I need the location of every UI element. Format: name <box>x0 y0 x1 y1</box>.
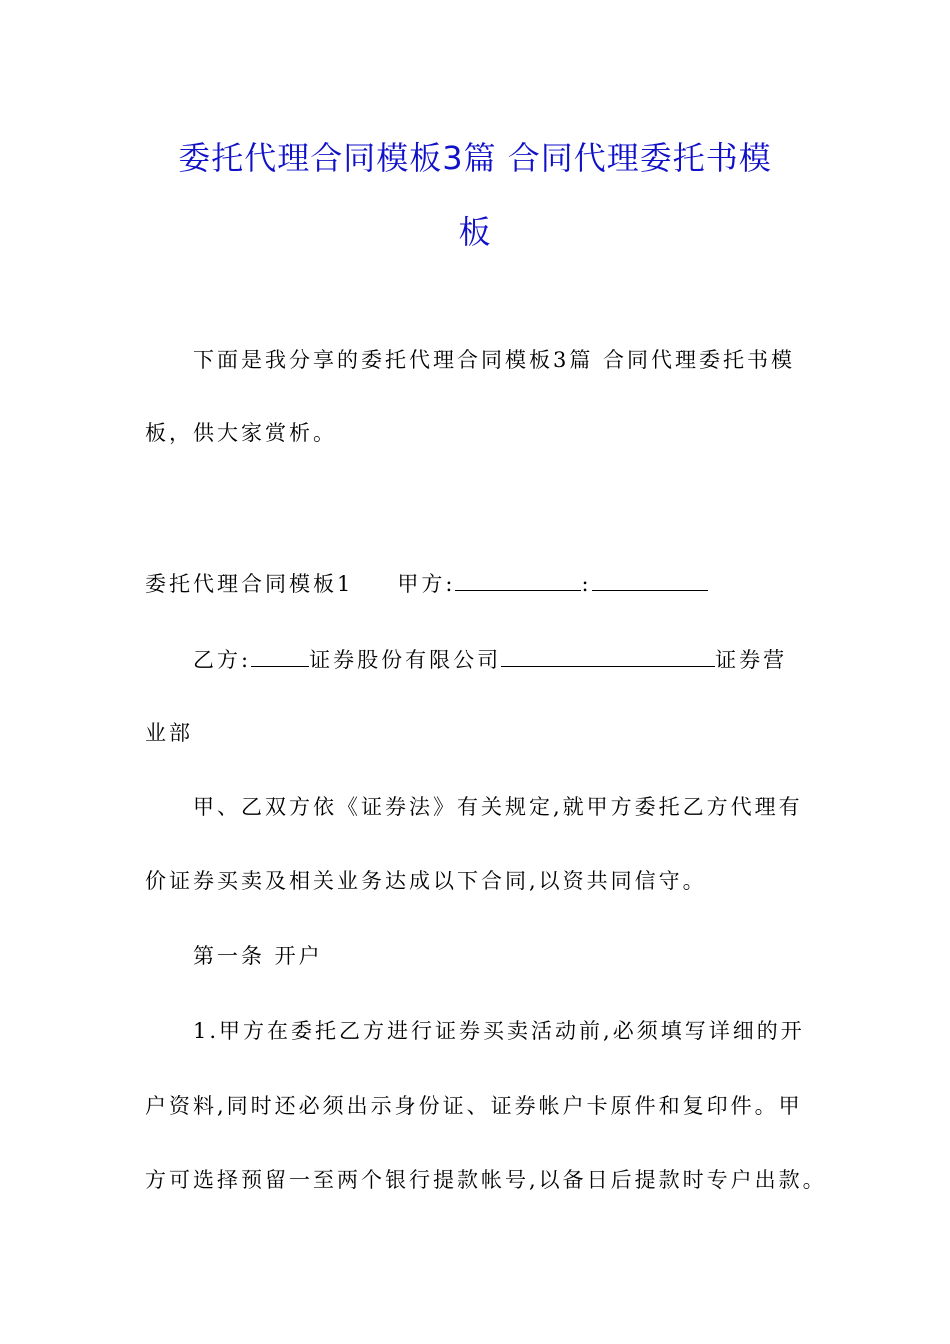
contract-party-a-row <box>145 569 708 599</box>
party-a-address-blank <box>592 572 708 591</box>
party-b-company: 证券股份有限公司 <box>309 648 502 672</box>
party-a-separator: : <box>581 572 592 596</box>
article-1-title: 第一条 开户 <box>193 944 323 968</box>
party-b-row <box>193 645 787 675</box>
party-a-label: 甲方: <box>397 572 456 596</box>
party-b-row-continued: 业部 <box>145 721 193 745</box>
clause-1-line-3: 方可选择预留一至两个银行提款帐号,以备日后提款时专户出款。 <box>145 1168 827 1192</box>
preamble-line-2: 价证券买卖及相关业务达成以下合同,以资共同信守。 <box>145 869 707 893</box>
party-a-name-blank <box>455 572 581 591</box>
intro-paragraph-line-1: 下面是我分享的委托代理合同模板3篇 合同代理委托书模 <box>193 348 796 372</box>
clause-1-line-1: 1.甲方在委托乙方进行证券买卖活动前,必须填写详细的开 <box>193 1019 805 1043</box>
document-title-line-1: 委托代理合同模板3篇 合同代理委托书模 <box>178 139 772 177</box>
clause-1-line-2: 户资料,同时还必须出示身份证、证券帐户卡原件和复印件。甲 <box>145 1094 803 1118</box>
party-b-branch-blank <box>501 648 715 667</box>
party-b-firm-blank <box>251 648 309 667</box>
party-b-label: 乙方: <box>193 648 252 672</box>
contract-heading: 委托代理合同模板1 <box>145 572 354 596</box>
document-title-line-2: 板 <box>458 213 492 251</box>
intro-paragraph-line-2: 板，供大家赏析。 <box>145 421 337 445</box>
party-b-department: 证券营 <box>715 648 788 672</box>
preamble-line-1: 甲、乙双方依《证券法》有关规定,就甲方委托乙方代理有 <box>193 795 803 819</box>
